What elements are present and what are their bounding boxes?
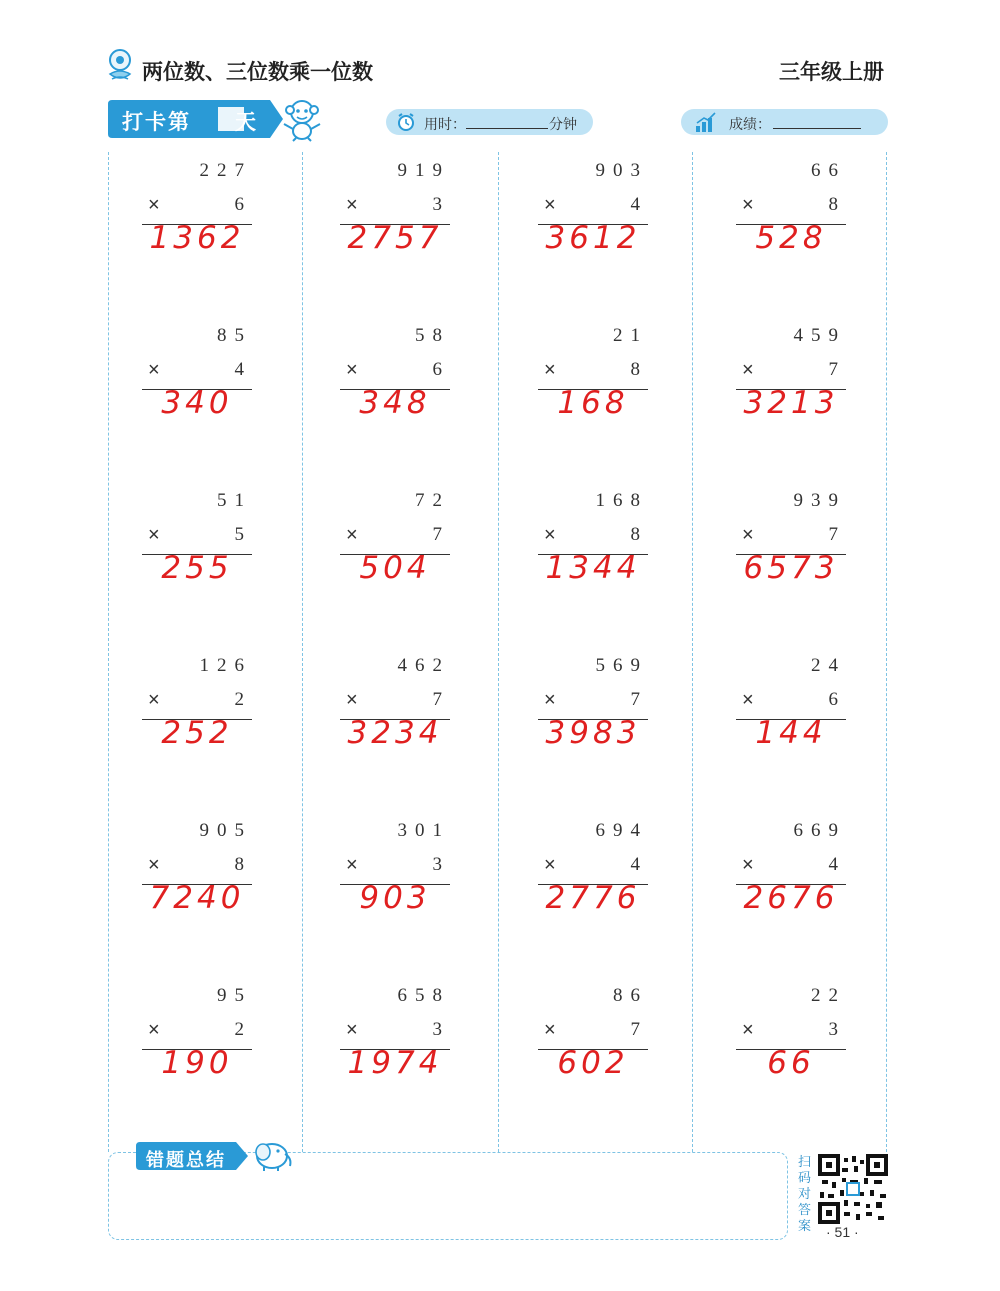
multiplier: 7 [828, 359, 846, 380]
page-title: 两位数、三位数乘一位数 [142, 61, 373, 84]
multiplication-problem [538, 985, 648, 1115]
monkey-icon [279, 96, 325, 142]
multiplicand: 72 [415, 490, 450, 511]
handwritten-answer[interactable]: 2676 [743, 880, 839, 916]
multiplicand: 58 [415, 325, 450, 346]
multiply-sign: × [544, 359, 556, 381]
multiplier: 2 [234, 689, 252, 710]
multiplicand: 51 [217, 490, 252, 511]
score-blank-line [773, 128, 861, 129]
elephant-icon [250, 1136, 294, 1172]
multiply-sign: × [544, 524, 556, 546]
multiplicand: 939 [793, 490, 846, 511]
multiply-sign: × [544, 1019, 556, 1041]
multiplication-problem [340, 820, 450, 950]
alarm-clock-icon [396, 112, 416, 132]
multiplier: 8 [630, 524, 648, 545]
multiplier: 6 [432, 359, 450, 380]
multiplication-problem [538, 325, 648, 455]
multiplication-problem [538, 490, 648, 620]
multiply-sign: × [346, 854, 358, 876]
multiplier: 3 [432, 854, 450, 875]
multiplicand: 905 [199, 820, 252, 841]
multiplier: 8 [630, 359, 648, 380]
multiply-sign: × [346, 524, 358, 546]
handwritten-answer[interactable]: 190 [161, 1045, 233, 1081]
multiplier: 3 [432, 194, 450, 215]
multiplier: 8 [828, 194, 846, 215]
column-divider [498, 152, 499, 1152]
handwritten-answer[interactable]: 528 [755, 220, 827, 256]
multiplication-problem [538, 160, 648, 290]
multiplicand: 24 [811, 655, 846, 676]
handwritten-answer[interactable]: 504 [359, 550, 431, 586]
handwritten-answer[interactable]: 3213 [743, 385, 839, 421]
column-divider [692, 152, 693, 1152]
mistake-summary-label: 错题总结 [146, 1150, 226, 1170]
multiply-sign: × [148, 194, 160, 216]
multiplier: 6 [828, 689, 846, 710]
handwritten-answer[interactable]: 602 [557, 1045, 629, 1081]
multiply-sign: × [742, 359, 754, 381]
multiply-sign: × [346, 194, 358, 216]
multiplication-problem [538, 655, 648, 785]
multiplier: 2 [234, 1019, 252, 1040]
multiplier: 3 [432, 1019, 450, 1040]
page-number: · 51 · [826, 1224, 859, 1240]
rising-chart-icon [695, 112, 717, 132]
multiplicand: 669 [793, 820, 846, 841]
handwritten-answer[interactable]: 1362 [149, 220, 245, 256]
multiplicand: 658 [397, 985, 450, 1006]
flower-logo-icon [104, 48, 136, 84]
scan-answer-text: 扫码对答案 [798, 1154, 812, 1233]
multiplier: 5 [234, 524, 252, 545]
handwritten-answer[interactable]: 3612 [545, 220, 641, 256]
multiply-sign: × [544, 194, 556, 216]
handwritten-answer[interactable]: 6573 [743, 550, 839, 586]
handwritten-answer[interactable]: 3234 [347, 715, 443, 751]
multiplicand: 86 [613, 985, 648, 1006]
handwritten-answer[interactable]: 2757 [347, 220, 443, 256]
multiply-sign: × [346, 359, 358, 381]
score-label: 成绩： [729, 116, 771, 132]
multiplication-problem [340, 655, 450, 785]
handwritten-answer[interactable]: 1344 [545, 550, 641, 586]
multiplication-problem [736, 985, 846, 1115]
multiplication-problem [736, 325, 846, 455]
multiplication-problem [142, 325, 252, 455]
multiplication-problem [142, 820, 252, 950]
multiplier: 3 [828, 1019, 846, 1040]
multiplicand: 919 [397, 160, 450, 181]
multiply-sign: × [742, 1019, 754, 1041]
multiply-sign: × [742, 854, 754, 876]
checkin-day-suffix: 天 [235, 111, 256, 134]
multiply-sign: × [544, 689, 556, 711]
multiplier: 4 [630, 854, 648, 875]
multiplier: 7 [432, 524, 450, 545]
multiplicand: 85 [217, 325, 252, 346]
multiply-sign: × [742, 689, 754, 711]
multiplier: 4 [828, 854, 846, 875]
handwritten-answer[interactable]: 340 [161, 385, 233, 421]
multiplier: 4 [630, 194, 648, 215]
multiplication-problem [340, 490, 450, 620]
multiplicand: 459 [793, 325, 846, 346]
multiplier: 6 [234, 194, 252, 215]
handwritten-answer[interactable]: 168 [557, 385, 629, 421]
multiplication-problem [142, 160, 252, 290]
multiply-sign: × [148, 689, 160, 711]
handwritten-answer[interactable]: 255 [161, 550, 233, 586]
multiplicand: 694 [595, 820, 648, 841]
multiplicand: 462 [397, 655, 450, 676]
multiplicand: 569 [595, 655, 648, 676]
multiplicand: 126 [199, 655, 252, 676]
handwritten-answer[interactable]: 2776 [545, 880, 641, 916]
multiplicand: 66 [811, 160, 846, 181]
multiply-sign: × [742, 194, 754, 216]
handwritten-answer[interactable]: 252 [161, 715, 233, 751]
handwritten-answer[interactable]: 3983 [545, 715, 641, 751]
multiply-sign: × [148, 524, 160, 546]
handwritten-answer[interactable]: 348 [359, 385, 431, 421]
multiplicand: 301 [397, 820, 450, 841]
multiplication-problem [142, 490, 252, 620]
multiplicand: 168 [595, 490, 648, 511]
multiplication-problem [340, 325, 450, 455]
multiply-sign: × [148, 359, 160, 381]
handwritten-answer[interactable]: 903 [359, 880, 431, 916]
multiplicand: 95 [217, 985, 252, 1006]
mistake-summary-tab [136, 1142, 248, 1170]
multiplier: 4 [234, 359, 252, 380]
handwritten-answer[interactable]: 1974 [347, 1045, 443, 1081]
multiplication-problem [736, 160, 846, 290]
multiplication-problem [142, 655, 252, 785]
time-unit: 分钟 [549, 116, 577, 132]
multiplication-problem [142, 985, 252, 1115]
handwritten-answer[interactable]: 144 [755, 715, 827, 751]
multiplication-problem [538, 820, 648, 950]
grade-label: 三年级上册 [779, 61, 884, 84]
multiplier: 7 [630, 689, 648, 710]
time-spent-field[interactable] [386, 109, 593, 135]
handwritten-answer[interactable]: 7240 [149, 880, 245, 916]
qr-code-icon[interactable] [818, 1154, 888, 1224]
multiplication-problem [340, 985, 450, 1115]
multiplication-problem [736, 820, 846, 950]
multiplicand: 22 [811, 985, 846, 1006]
multiplicand: 227 [199, 160, 252, 181]
multiplier: 8 [234, 854, 252, 875]
column-divider [302, 152, 303, 1152]
column-divider [886, 152, 887, 1152]
multiplication-problem [340, 160, 450, 290]
multiply-sign: × [742, 524, 754, 546]
multiply-sign: × [544, 854, 556, 876]
multiply-sign: × [148, 854, 160, 876]
score-field[interactable] [681, 109, 888, 135]
multiplicand: 903 [595, 160, 648, 181]
page-header [100, 44, 890, 94]
multiplier: 7 [828, 524, 846, 545]
checkin-day-badge [108, 100, 283, 138]
multiply-sign: × [148, 1019, 160, 1041]
checkin-day-prefix: 打卡第 [122, 111, 191, 134]
multiplicand: 21 [613, 325, 648, 346]
multiply-sign: × [346, 1019, 358, 1041]
multiplication-problem [736, 655, 846, 785]
multiplier: 7 [432, 689, 450, 710]
column-divider [108, 152, 109, 1152]
multiply-sign: × [346, 689, 358, 711]
handwritten-answer[interactable]: 66 [767, 1045, 815, 1081]
time-label: 用时： [424, 116, 466, 132]
time-blank-line [466, 128, 548, 129]
multiplier: 7 [630, 1019, 648, 1040]
multiplication-problem [736, 490, 846, 620]
